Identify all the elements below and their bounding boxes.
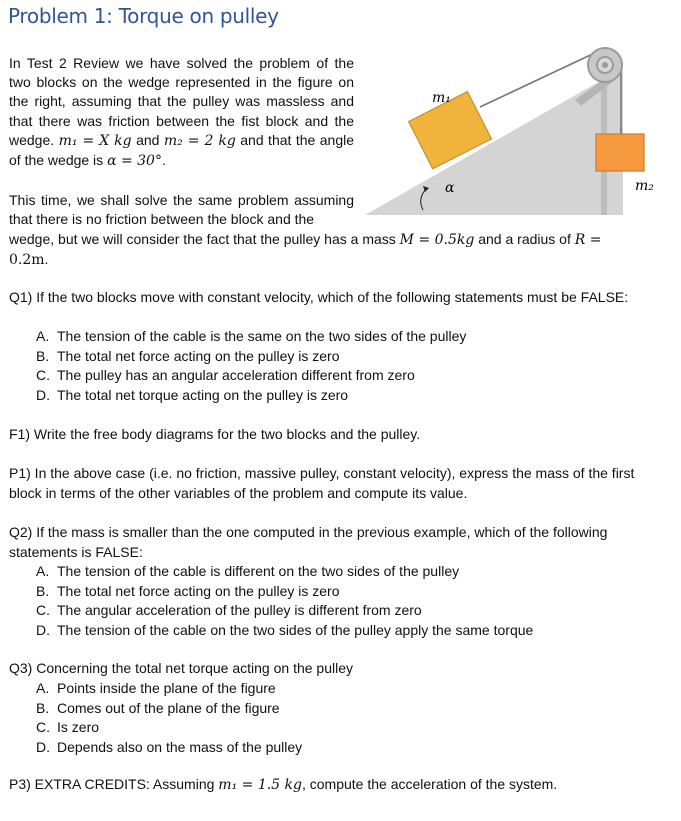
q3-option-b: B. Comes out of the plane of the figure	[36, 699, 280, 716]
m2-equation: m₂ = 2 kg	[163, 132, 236, 149]
f1-question: F1) Write the free body diagrams for the two blocks and the pulley.	[9, 426, 421, 442]
label-alpha: α	[445, 180, 455, 196]
intro-angle-text: and that the angle of the wedge is	[9, 131, 354, 169]
page-title: Problem 1: Torque on pulley	[8, 4, 279, 28]
m1-equation: m₁ = X kg	[58, 132, 132, 149]
q1-option-d: D. The total net torque acting on the pulley is zero	[36, 386, 349, 403]
p3-m1-equation: m₁ = 1.5 kg	[218, 777, 302, 793]
q2-option-c: C. The angular acceleration of the pulley is different from zero	[36, 602, 422, 618]
radius-equation: R =	[574, 232, 602, 248]
q1-option-b: B. The total net force acting on the pulley is zero	[36, 347, 340, 364]
second-text-c: and a radius of	[478, 231, 571, 247]
radius-value: 0.2m	[9, 252, 45, 269]
wedge-pulley-figure	[365, 40, 671, 215]
q3-option-c: C. Is zero	[36, 719, 100, 735]
q1-option-c: C. The pulley has an angular acceleration different from zero	[36, 367, 415, 383]
q2-option-b: B. The total net force acting on the pulley is zero	[36, 582, 340, 599]
block-m2	[596, 134, 644, 171]
q3-option-a: A. Points inside the plane of the figure	[36, 680, 276, 696]
label-m2: m₂	[635, 178, 654, 194]
alpha-equation: α = 30°	[107, 153, 162, 170]
second-end: .	[44, 251, 49, 268]
q2-option-a: A. The tension of the cable is different on the two sides of the pulley	[36, 563, 460, 579]
mass-equation: M = 0.5kg	[399, 232, 475, 248]
q1-question: Q1) If the two blocks move with constant velocity, which of the following statements must be FALSE:	[9, 289, 629, 305]
q3-options	[36, 679, 302, 757]
intro-paragraph	[9, 54, 354, 171]
intro-text: In Test 2 Review we have solved the problem of the two blocks on the wedge represented in the figure on the right, assuming that the pulley was massless and that there was friction between the fist block and the wedge.	[9, 55, 354, 148]
second-text-b: wedge, but we will consider the fact that the pulley has a mass	[9, 231, 396, 247]
intro-and: and	[136, 131, 160, 148]
p1-question: P1) In the above case (i.e. no friction, massive pulley, constant velocity), express the mass of the first block in terms of the other variables of the problem and compute its value.	[9, 465, 635, 501]
pulley-axle	[602, 62, 608, 68]
wedge-shape	[365, 68, 623, 215]
q2-options	[36, 562, 533, 640]
q2-option-d: D. The tension of the cable on the two sides of the pulley apply the same torque	[36, 621, 534, 638]
q3-question: Q3) Concerning the total net torque acting on the pulley	[9, 660, 353, 676]
q2-question: Q2) If the mass is smaller than the one computed in the previous example, which of the following statements is FALSE:	[9, 524, 608, 560]
q1-options	[36, 327, 466, 405]
p3-question	[9, 775, 649, 796]
p3-text-a: P3) EXTRA CREDITS: Assuming	[9, 776, 215, 792]
intro-end: .	[161, 152, 166, 169]
second-paragraph: This time, we shall solve the same problem assuming that there is no friction between the block and the	[9, 192, 354, 228]
second-paragraph-cont	[9, 230, 649, 270]
figure-svg	[365, 40, 671, 215]
label-m1: m₁	[432, 90, 451, 106]
p3-text-b: , compute the acceleration of the system.	[301, 776, 558, 792]
q1-option-a: A. The tension of the cable is the same on the two sides of the pulley	[36, 328, 467, 344]
q3-option-d: D. Depends also on the mass of the pulley	[36, 738, 303, 755]
